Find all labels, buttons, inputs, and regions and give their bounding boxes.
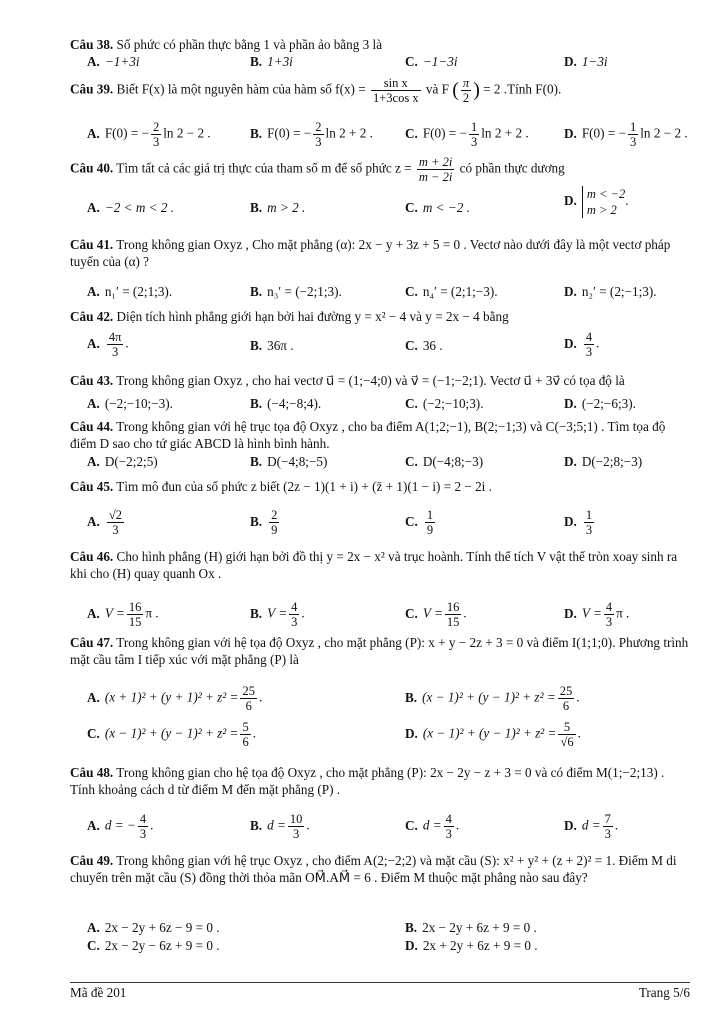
question-text: và F (425, 81, 449, 97)
option-b: B. m > 2 . (250, 200, 306, 215)
question-49 (70, 852, 690, 886)
option-b: B. 1+3i (250, 54, 293, 69)
question-text: Cho hình phẳng (H) giới hạn bởi đồ thị y = 2x − x² và trục hoành. Tính thể tích V vật thể tròn xoay sinh ra khi cho (H) quay quanh Ox . (70, 549, 678, 581)
option-d: D. V = $\frac{4}{3}$ π . (564, 600, 630, 629)
options-49-row2 (87, 938, 690, 958)
option-c: C. n₄′ = (2;1;−3). (405, 284, 498, 299)
question-label: Câu 38. (70, 37, 114, 52)
options-45 (87, 508, 690, 537)
page-footer (70, 982, 690, 1000)
option-c: C. −1−3i (405, 54, 458, 69)
question-label: Câu 41. (70, 237, 114, 252)
question-label: Câu 44. (70, 419, 114, 434)
option-d: D. D(−2;8;−3) (564, 454, 643, 469)
option-a: A. n₁′ = (2;1;3). (87, 284, 173, 299)
options-47-row2 (87, 720, 690, 749)
question-text: Trong không gian với hệ trục Oxyz , cho điểm A(2;−2;2) và mặt cầu (S): x² + y² + (z + 2)² = 1. Điểm M di chuyển trên mặt cầu (S) đồng thời thỏa mãn OM⃗.AM⃗ = 6 . Điểm M thuộc mặt phẳng nào sau đây? (70, 853, 677, 885)
option-a: A. 2x − 2y + 6z − 9 = 0 . (87, 920, 220, 935)
question-38 (70, 36, 690, 53)
option-b: B. 36π . (250, 338, 294, 353)
option-b: B. (−4;−8;4). (250, 396, 322, 411)
exam-code: Mã đề 201 (70, 985, 127, 1000)
option-c: C. 36 . (405, 338, 443, 353)
option-d: D. d = $\frac{7}{3}$ . (564, 812, 619, 841)
question-text: Tìm mô đun của số phức z biết (2z − 1)(1 + i) + (z̄ + 1)(1 − i) = 2 − 2i . (116, 479, 492, 494)
question-text: Trong không gian với hệ trục tọa độ Oxyz , cho ba điểm A(1;2;−1), B(2;−1;3) và C(−3;5;1) . Tìm tọa độ điểm D sao cho tứ giác ABCD là hình bình hành. (70, 419, 666, 451)
option-b: B. $\frac{2}{9}$ (250, 508, 278, 537)
option-a: A. F(0) = − $\frac{2}{3}$ ln 2 − 2 . (87, 120, 211, 149)
options-47-row1 (87, 684, 690, 713)
options-44 (87, 454, 690, 474)
option-b: B. (x − 1)² + (y − 1)² + z² = $\frac{25}{6}$ . (405, 684, 580, 713)
option-c: C. d = $\frac{4}{3}$ . (405, 812, 460, 841)
options-39 (87, 120, 690, 149)
question-label: Câu 49. (70, 853, 114, 868)
question-text: Trong không gian Oxyz , cho hai vectơ u⃗ = (1;−4;0) và v⃗ = (−1;−2;1). Vectơ u⃗ + 3v⃗ có tọa độ là (116, 373, 625, 388)
question-text: Tìm tất cả các giá trị thực của tham số m để số phức z = (116, 160, 412, 176)
question-label: Câu 42. (70, 309, 114, 324)
question-label: Câu 48. (70, 765, 114, 780)
question-label: Câu 39. (70, 81, 114, 97)
options-42 (87, 330, 690, 359)
question-text: Diện tích hình phẳng giới hạn bởi hai đường y = x² − 4 và y = 2x − 4 bằng (116, 309, 509, 324)
question-43 (70, 372, 690, 389)
option-c: C. D(−4;8;−3) (405, 454, 484, 469)
option-a: A. $\frac{4\pi}{3}$ . (87, 330, 129, 359)
question-label: Câu 46. (70, 549, 114, 564)
option-a: A. d = − $\frac{4}{3}$ . (87, 812, 154, 841)
option-b: B. D(−4;8;−5) (250, 454, 328, 469)
options-40 (87, 187, 690, 220)
option-b: B. 2x − 2y + 6z + 9 = 0 . (405, 920, 537, 935)
question-39: Câu 39. Biết F(x) là một nguyên hàm của hàm số f(x) = $\frac{\text{sin x}}{\text{1+3cos x}}$ và F ( $\frac{\pi}{2}$ ) = 2 .Tính F(0). (70, 76, 562, 105)
option-a: A. D(−2;2;5) (87, 454, 158, 469)
options-49-row1 (87, 920, 690, 940)
option-b: B. F(0) = − $\frac{2}{3}$ ln 2 + 2 . (250, 120, 373, 149)
question-label: Câu 45. (70, 479, 114, 494)
option-b: B. n₃′ = (−2;1;3). (250, 284, 342, 299)
question-41 (70, 236, 690, 270)
option-d: D. n₂′ = (2;−1;3). (564, 284, 657, 299)
option-d: D. m < −2 m > 2 . (564, 187, 629, 217)
option-a: A. V = $\frac{16}{15}$ π . (87, 600, 159, 629)
option-d: D. F(0) = − $\frac{1}{3}$ ln 2 − 2 . (564, 120, 688, 149)
question-text: = 2 .Tính F(0). (483, 81, 562, 97)
option-d: D. (x − 1)² + (y − 1)² + z² = $\frac{5}{√6}$ . (405, 720, 581, 749)
options-43 (87, 396, 690, 416)
fraction: $\frac{\text{sin x}}{\text{1+3cos x}}$ (372, 76, 419, 105)
question-46 (70, 548, 690, 582)
option-d: D. 2x + 2y + 6z + 9 = 0 . (405, 938, 538, 953)
options-38 (87, 54, 690, 74)
fraction: $\frac{\pi}{2}$ (462, 76, 470, 105)
options-48 (87, 812, 690, 841)
question-text: Trong không gian Oxyz , Cho mặt phẳng (α): 2x − y + 3z + 5 = 0 . Vectơ nào dưới đây là một vectơ pháp tuyến của (α) ? (70, 237, 671, 269)
option-a: A. −2 < m < 2 . (87, 200, 175, 215)
option-d: D. $\frac{1}{3}$ (564, 508, 593, 537)
fraction: $\frac{m + 2i}{m - 2i}$ (418, 155, 453, 184)
option-a: A. −1+3i (87, 54, 140, 69)
question-40 (70, 155, 690, 184)
question-42 (70, 308, 690, 325)
question-48 (70, 764, 690, 798)
option-c: C. m < −2 . (405, 200, 470, 215)
option-a: A. $\frac{√2}{3}$ (87, 508, 122, 537)
option-c: C. 2x − 2y − 6z + 9 = 0 . (87, 938, 220, 953)
question-text: Số phức có phần thực bằng 1 và phần ảo bằng 3 là (116, 37, 383, 52)
option-d: D. 1−3i (564, 54, 608, 69)
question-label: Câu 40. (70, 160, 114, 176)
option-b: B. d = $\frac{10}{3}$ . (250, 812, 310, 841)
question-45 (70, 478, 690, 495)
question-label: Câu 43. (70, 373, 114, 388)
question-text: có phần thực dương (459, 160, 565, 176)
option-a: A. (x + 1)² + (y + 1)² + z² = $\frac{25}{6}$ . (87, 684, 263, 713)
option-c: C. $\frac{1}{9}$ (405, 508, 434, 537)
options-46 (87, 600, 690, 629)
question-label: Câu 47. (70, 635, 114, 650)
option-b: B. V = $\frac{4}{3}$ . (250, 600, 305, 629)
option-c: C. (x − 1)² + (y − 1)² + z² = $\frac{5}{6}$ . (87, 720, 256, 749)
option-c: C. (−2;−10;3). (405, 396, 484, 411)
page-number: Trang 5/6 (638, 985, 690, 1000)
question-44 (70, 418, 690, 452)
question-47 (70, 634, 690, 668)
question-text: Biết F(x) là một nguyên hàm của hàm số f(x) = (116, 81, 366, 97)
question-text: Trong không gian cho hệ tọa độ Oxyz , cho mặt phẳng (P): 2x − 2y − z + 3 = 0 và có điểm M(1;−2;13) . Tính khoảng cách d từ điểm M đến mặt phẳng (P) . (70, 765, 665, 797)
option-d: D. $\frac{4}{3}$ . (564, 330, 600, 359)
options-41 (87, 284, 690, 304)
option-a: A. (−2;−10;−3). (87, 396, 173, 411)
option-d: D. (−2;−6;3). (564, 396, 636, 411)
question-text: Trong không gian với hệ tọa độ Oxyz , cho mặt phẳng (P): x + y − 2z + 3 = 0 và điểm I(1;1;0). Phương trình mặt cầu tâm I tiếp xúc với mặt phẳng (P) là (70, 635, 689, 667)
option-c: C. F(0) = − $\frac{1}{3}$ ln 2 + 2 . (405, 120, 529, 149)
option-c: C. V = $\frac{16}{15}$ . (405, 600, 467, 629)
